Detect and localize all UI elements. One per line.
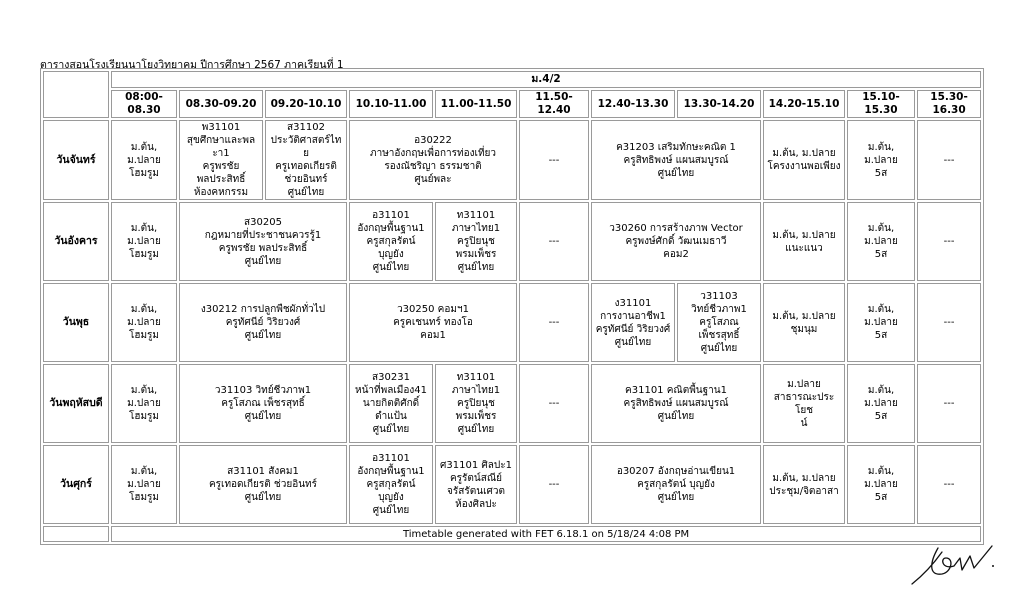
empty-cell: --- [917, 202, 981, 281]
schedule-cell: ว30250 คอมฯ1 ครูคเชนทร์ ทองโอ คอม1 [349, 283, 517, 362]
empty-cell: --- [917, 283, 981, 362]
schedule-cell: ว31103 วิทย์ชีวภาพ1 ครูโสภณ เพ็ชรสุทธิ์ ศูนย์ไทย [179, 364, 347, 443]
period-header: 11.00-11.50 [435, 90, 517, 118]
empty-cell: --- [917, 445, 981, 524]
day-label: วันพฤหัสบดี [43, 364, 109, 443]
schedule-cell: ค31203 เสริมทักษะคณิต 1 ครูสิทธิพงษ์ แผนสมบูรณ์ ศูนย์ไทย [591, 120, 761, 200]
schedule-cell: ส31101 สังคม1 ครูเทอดเกียรติ ช่วยอินทร์ ศูนย์ไทย [179, 445, 347, 524]
schedule-cell: ค31101 คณิตพื้นฐาน1 ครูสิทธิพงษ์ แผนสมบูรณ์ ศูนย์ไทย [591, 364, 761, 443]
table-row [43, 364, 981, 443]
period-header: 13.30-14.20 [677, 90, 761, 118]
schedule-cell: ว31103 วิทย์ชีวภาพ1 ครูโสภณ เพ็ชรสุทธิ์ ศูนย์ไทย [677, 283, 761, 362]
schedule-cell: ส31102 ประวัติศาสตร์ไท ย ครูเทอดเกียรติ ช่วยอินทร์ ศูนย์ไทย [265, 120, 347, 200]
schedule-cell: พ31101 สุขศึกษาและพล ะา1 ครูพรชัย พลประสิทธิ์ ห้องคหกรรม [179, 120, 263, 200]
class-header: ม.4/2 [111, 71, 981, 88]
schedule-cell: ส30205 กฎหมายที่ประชาชนควรรู้1 ครูพรชัย พลประสิทธิ์ ศูนย์ไทย [179, 202, 347, 281]
table-row [43, 283, 981, 362]
table-row [43, 202, 981, 281]
schedule-cell: ม.ต้น, ม.ปลาย 5ส [847, 445, 915, 524]
empty-cell: --- [917, 120, 981, 200]
schedule-cell: ม.ต้น, ม.ปลาย 5ส [847, 202, 915, 281]
period-header: 10.10-11.00 [349, 90, 433, 118]
schedule-cell: ม.ปลาย สาธารณะประโยช น์ [763, 364, 845, 443]
schedule-cell: ม.ต้น, ม.ปลาย โฮมรูม [111, 283, 177, 362]
signature [908, 540, 998, 588]
schedule-cell: ม.ต้น, ม.ปลาย ประชุม/จิตอาสา [763, 445, 845, 524]
schedule-cell: ศ31101 ศิลปะ1 ครูรัตน์สณีย์ จรัสรัตนเศวต ห้องศิลปะ [435, 445, 517, 524]
schedule-cell: อ30207 อังกฤษอ่านเขียน1 ครูสกุลรัตน์ บุญยัง ศูนย์ไทย [591, 445, 761, 524]
schedule-cell: ม.ต้น, ม.ปลาย โฮมรูม [111, 120, 177, 200]
table-row [43, 445, 981, 524]
schedule-cell: ม.ต้น, ม.ปลาย แนะแนว [763, 202, 845, 281]
day-label: วันพุธ [43, 283, 109, 362]
lunch-cell: --- [519, 120, 589, 200]
schedule-cell: ม.ต้น, ม.ปลาย 5ส [847, 283, 915, 362]
schedule-cell: ม.ต้น, ม.ปลาย โฮมรูม [111, 364, 177, 443]
schedule-cell: ม.ต้น, ม.ปลาย ชุมนุม [763, 283, 845, 362]
lunch-cell: --- [519, 202, 589, 281]
lunch-cell: --- [519, 283, 589, 362]
timetable [40, 68, 984, 545]
day-label: วันศุกร์ [43, 445, 109, 524]
table-row [43, 120, 981, 200]
period-header: 15.30-16.30 [917, 90, 981, 118]
period-header: 11.50-12.40 [519, 90, 589, 118]
period-header: 14.20-15.10 [763, 90, 845, 118]
period-header: 12.40-13.30 [591, 90, 675, 118]
schedule-cell: ม.ต้น, ม.ปลาย 5ส [847, 364, 915, 443]
day-label: วันอังคาร [43, 202, 109, 281]
schedule-cell: ง30212 การปลูกพืชผักทั่วไป ครูทัศนีย์ วิริยวงศ์ ศูนย์ไทย [179, 283, 347, 362]
schedule-cell: ว30260 การสร้างภาพ Vector ครูพงษ์ศักดิ์ วัฒนเมธาวี คอม2 [591, 202, 761, 281]
period-header: 09.20-10.10 [265, 90, 347, 118]
day-label: วันจันทร์ [43, 120, 109, 200]
lunch-cell: --- [519, 364, 589, 443]
schedule-cell: ม.ต้น, ม.ปลาย โครงงานพอเพียง [763, 120, 845, 200]
empty-cell: --- [917, 364, 981, 443]
footer-corner [43, 526, 109, 542]
period-header: 08.30-09.20 [179, 90, 263, 118]
schedule-cell: อ31101 อังกฤษพื้นฐาน1 ครูสกุลรัตน์ บุญยัง ศูนย์ไทย [349, 445, 433, 524]
schedule-cell: ม.ต้น, ม.ปลาย โฮมรูม [111, 445, 177, 524]
timetable-caption: ตารางสอนโรงเรียนนาโยงวิทยาคม ปีการศึกษา 2567 ภาคเรียนที่ 1 [40, 59, 344, 71]
schedule-cell: อ31101 อังกฤษพื้นฐาน1 ครูสกุลรัตน์ บุญยัง ศูนย์ไทย [349, 202, 433, 281]
lunch-cell: --- [519, 445, 589, 524]
period-header: 08:00-08.30 [111, 90, 177, 118]
corner-cell [43, 71, 109, 118]
footer-row [43, 526, 981, 542]
schedule-cell: ส30231 หน้าที่พลเมือง41 นายกิตติศักดิ์ ดำแป้น ศูนย์ไทย [349, 364, 433, 443]
schedule-cell: ท31101 ภาษาไทย1 ครูปิยนุช พรมเพ็ชร ศูนย์ไทย [435, 202, 517, 281]
footer-note: Timetable generated with FET 6.18.1 on 5/18/24 4:08 PM [111, 526, 981, 542]
schedule-cell: ง31101 การงานอาชีพ1 ครูทัศนีย์ วิริยวงศ์ ศูนย์ไทย [591, 283, 675, 362]
schedule-cell: ม.ต้น, ม.ปลาย 5ส [847, 120, 915, 200]
schedule-cell: อ30222 ภาษาอังกฤษเพื่อการท่องเที่ยว รองณัชริญา ธรรมชาติ ศูนย์พละ [349, 120, 517, 200]
schedule-cell: ม.ต้น, ม.ปลาย โฮมรูม [111, 202, 177, 281]
schedule-cell: ท31101 ภาษาไทย1 ครูปิยนุช พรมเพ็ชร ศูนย์ไทย [435, 364, 517, 443]
period-header: 15.10-15.30 [847, 90, 915, 118]
